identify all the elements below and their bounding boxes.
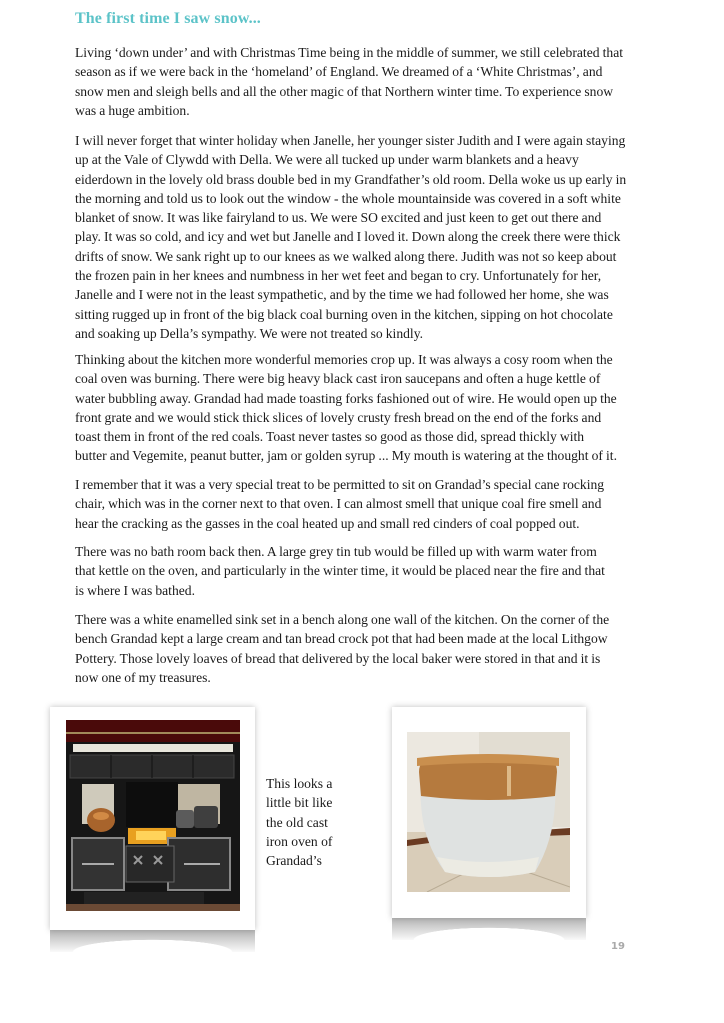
- frame-shadow: [50, 930, 255, 952]
- bread-crock-photo: [407, 732, 570, 892]
- oven-illustration: [66, 720, 240, 911]
- text-line: bench Grandad kept a large cream and tan bread crock pot that had been made at the local Lithgow: [75, 631, 608, 647]
- text-line: Janelle and I were not in the least sympathetic, and by the time we had followed her home, she was: [75, 287, 609, 303]
- paragraph: [75, 610, 655, 687]
- text-line: the morning and told us to look out the window - the whole mountainside was covered in a soft white: [75, 190, 621, 206]
- paragraph: [75, 350, 655, 466]
- caption-line: Grandad’s: [266, 853, 322, 869]
- text-line: sitting rugged up in front of the big black coal burning oven in the kitchen, sipping on hot chocolate: [75, 306, 613, 322]
- caption-line: the old cast: [266, 814, 328, 830]
- caption-line: This looks a: [266, 776, 333, 791]
- text-line: front grate and we would stick thick slices of lovely crusty fresh bread on the end of the forks and: [75, 409, 602, 425]
- text-line: snow men and sleigh bells and all the other magic of that Northern winter time. To experience snow: [75, 83, 614, 99]
- text-line: blanket of snow. It was like fairyland to us. We were SO excited and just keen to get out there and: [75, 210, 602, 226]
- paragraph: [75, 131, 655, 343]
- text-line: butter and Vegemite, peanut butter, jam or golden syrup ... My mouth is watering at the thought of it.: [75, 448, 617, 464]
- text-line: is where I was bathed.: [75, 582, 195, 598]
- text-line: was a huge ambition.: [75, 102, 190, 118]
- paragraph: [75, 43, 655, 120]
- text-line: I remember that it was a very special treat to be permitted to sit on Grandad’s special cane rocking: [75, 477, 605, 492]
- caption-line: iron oven of: [266, 833, 333, 849]
- text-line: season as if we were back in the ‘homeland’ of England. We dreamed of a ‘White Christmas’, and: [75, 64, 603, 80]
- photo-frame-crock: [392, 707, 586, 918]
- text-line: water bubbling away. Grandad had made toasting forks fashioned out of wire. He would open up the: [75, 390, 617, 406]
- crock-illustration: [407, 732, 570, 892]
- text-line: Pottery. Those lovely loaves of bread that delivered by the local baker were stored in that and it is: [75, 650, 601, 666]
- text-line: now one of my treasures.: [75, 669, 211, 685]
- frame-shadow: [392, 918, 586, 940]
- page-title: The first time I saw snow...: [75, 10, 261, 27]
- text-line: eiderdown in the lovely old brass double bed in my Grandfather’s old room. Della woke us up early in: [75, 171, 627, 187]
- paragraph: [75, 542, 655, 600]
- page-number: 19: [611, 941, 625, 952]
- text-line: There was no bath room back then. A large grey tin tub would be filled up with warm water from: [75, 544, 597, 559]
- text-line: coal oven was burning. There were big heavy black cast iron saucepans and often a huge kettle of: [75, 371, 601, 387]
- text-line: I will never forget that winter holiday when Janelle, her younger sister Judith and I were again staying: [75, 133, 626, 148]
- text-line: There was a white enamelled sink set in a bench along one wall of the kitchen. On the corner of the: [75, 612, 610, 627]
- oven-photo: [66, 720, 240, 911]
- text-line: up at the Vale of Clywdd with Della. We were all tucked up under warm blankets and a heavy: [75, 152, 579, 168]
- photo-frame-oven: [50, 707, 255, 930]
- text-line: toast them in front of the red coals. Toast never tastes so good as those did, spread thickly with: [75, 429, 585, 445]
- text-line: and soaking up Della’s sympathy. We were not treated so kindly.: [75, 325, 424, 341]
- paragraph: [75, 475, 655, 533]
- text-line: that kettle on the oven, and particularly in the winter time, it would be placed near the fire and that: [75, 563, 605, 579]
- text-line: hear the cracking as the gasses in the coal heated up and small red cinders of coal popped out.: [75, 515, 580, 531]
- text-line: drifts of snow. We sank right up to our knees as we walked along there. Judith was not so keep about: [75, 248, 617, 264]
- text-line: play. It was so cold, and icy and wet but Janelle and I loved it. Down along the creek there were thick: [75, 229, 621, 245]
- photo-caption: [266, 774, 332, 870]
- caption-line: little bit like: [266, 795, 333, 811]
- text-line: chair, which was in the corner next to that oven. I can almost smell that unique coal fire smell and: [75, 496, 602, 512]
- text-line: Thinking about the kitchen more wonderful memories crop up. It was always a cosy room when the: [75, 352, 613, 367]
- text-line: Living ‘down under’ and with Christmas Time being in the middle of summer, we still celebrated that: [75, 45, 624, 60]
- text-line: the frozen pain in her knees and numbness in her wet feet and began to cry. Unfortunately for her,: [75, 268, 602, 284]
